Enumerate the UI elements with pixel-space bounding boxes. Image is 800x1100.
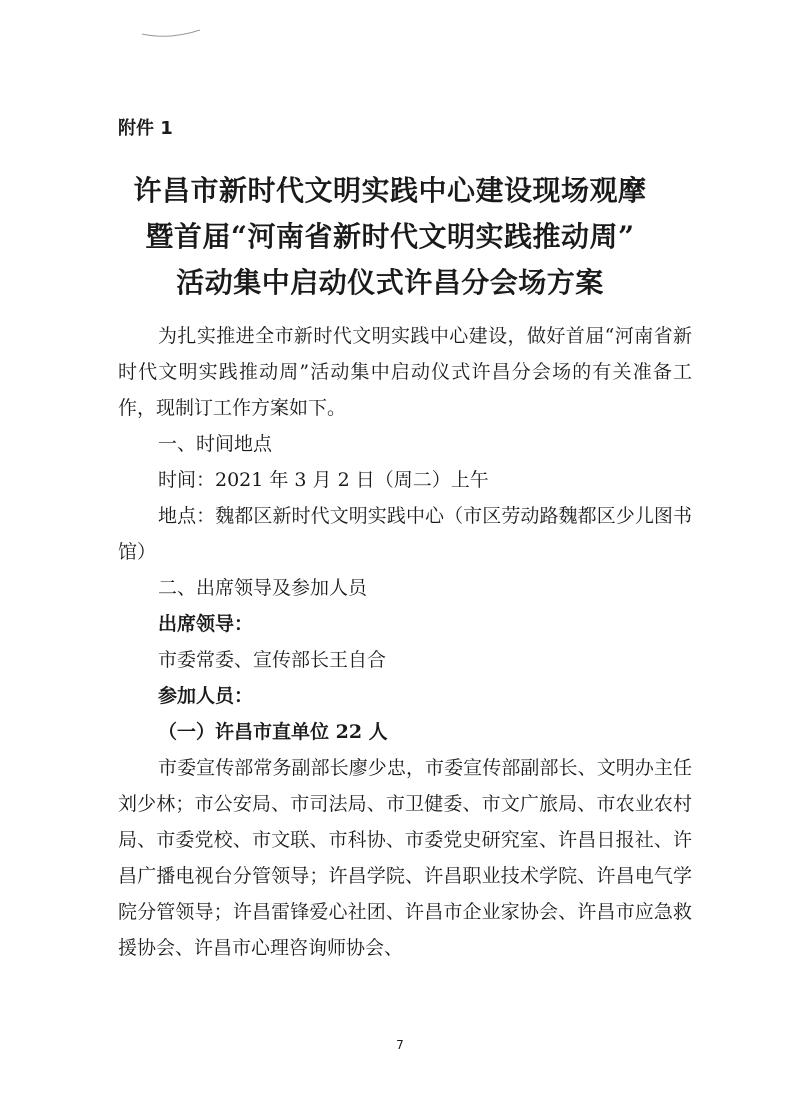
section-heading-attendees: 二、出席领导及参加人员 [158,577,368,599]
title-line-1: 许昌市新时代文明实践中心建设现场观摩 [133,174,647,207]
section-heading-time-place: 一、时间地点 [158,433,273,455]
attachment-label: 附件 1 [118,118,173,139]
document-body [118,318,692,966]
title-line-3: 活动集中启动仪式许昌分会场方案 [176,266,604,299]
scan-mark [140,22,220,42]
intro-paragraph: 为扎实推进全市新时代文明实践中心建设，做好首届“河南省新时代文明实践推动周”活动集中启动仪式许昌分会场的有关准备工作，现制订工作方案如下。 [118,325,692,419]
page-number: 7 [396,1038,404,1052]
city-units-text: 市委宣传部常务副部长廖少忠，市委宣传部副部长、文明办主任刘少林；市公安局、市司法局、市卫健委、市文广旅局、市农业农村局、市委党校、市文联、市科协、市委党史研究室、许昌日报社、许昌广播电视台分管领导；许昌学院、许昌职业技术学院、许昌电气学院分管领导；许昌雷锋爱心社团、许昌市企业家协会、许昌市应急救援协会、许昌市心理咨询师协会、 [118,757,692,959]
participants-label: 参加人员： [158,685,254,707]
leaders-label: 出席领导： [158,613,254,635]
subsection-heading-city-units: （一）许昌市直单位 22 人 [158,721,388,743]
title-line-2: 暨首届“河南省新时代文明实践推动周” [145,220,635,253]
time-line: 时间：2021 年 3 月 2 日（周二）上午 [158,469,489,491]
place-line: 地点：魏都区新时代文明实践中心（市区劳动路魏都区少儿图书馆） [118,505,692,563]
document-title [100,168,680,306]
leaders-text: 市委常委、宣传部长王自合 [158,649,387,671]
